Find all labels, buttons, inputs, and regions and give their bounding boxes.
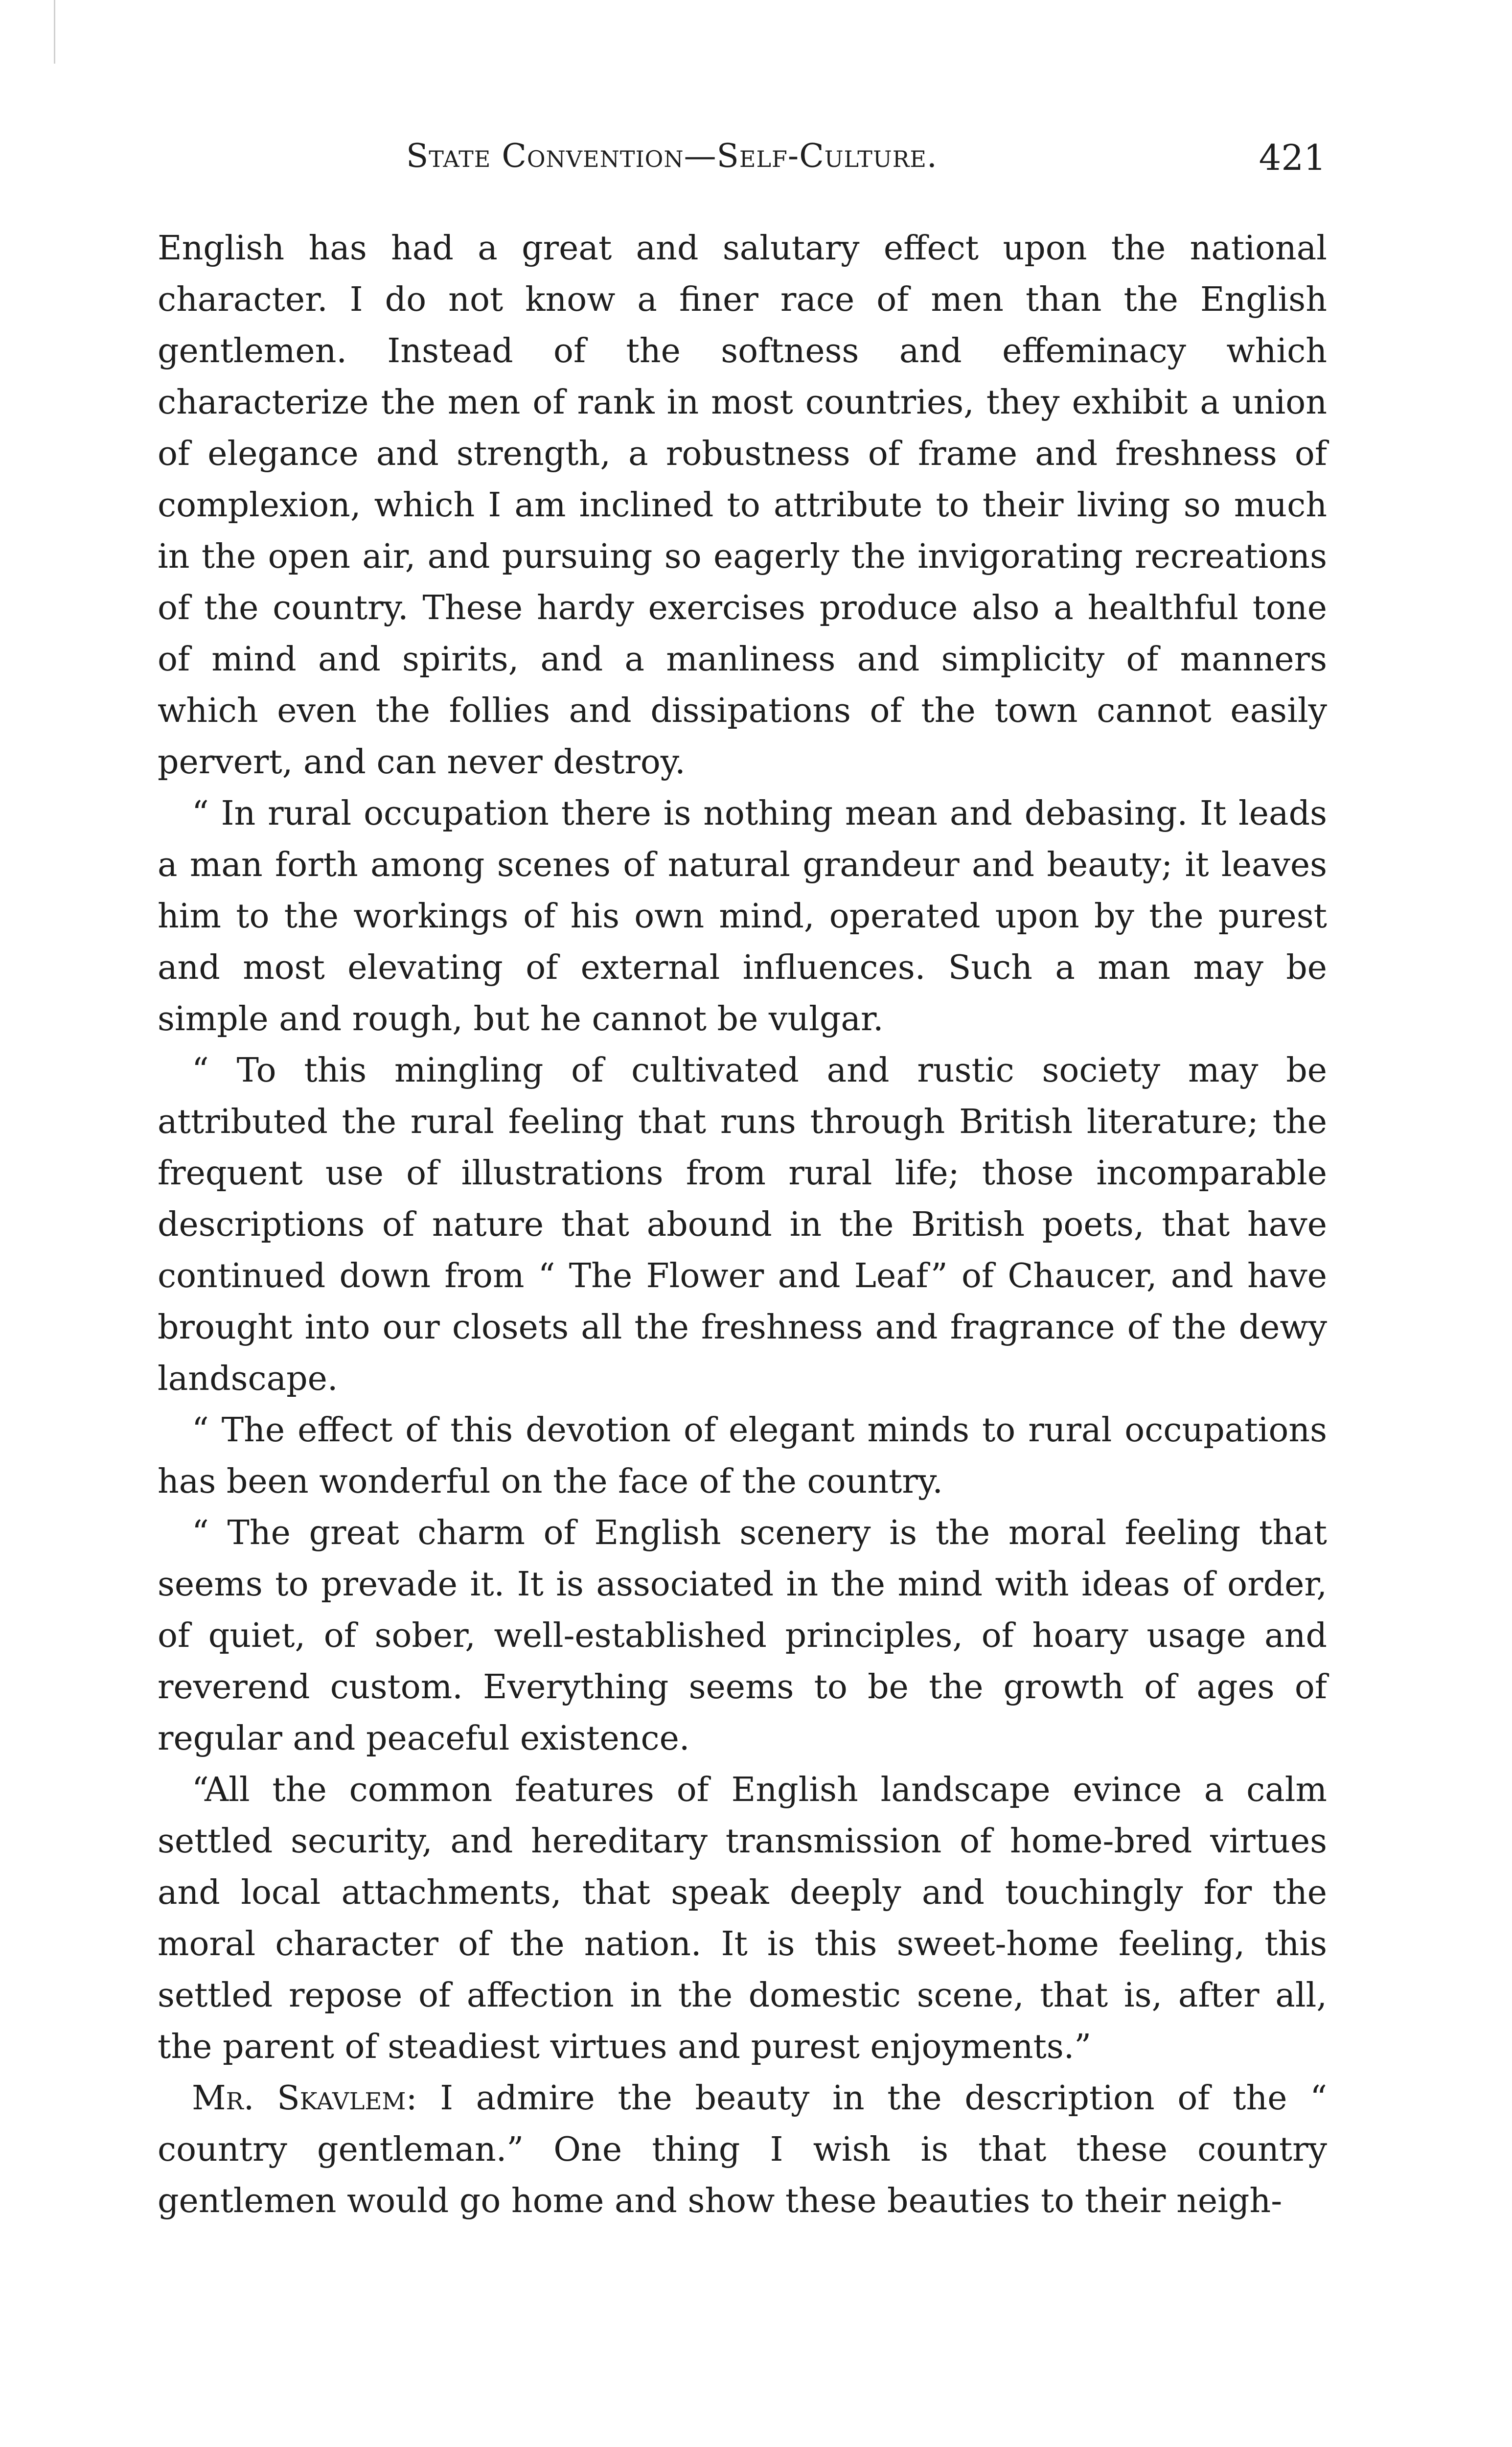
paragraph-english-scenery: “ The great charm of English scenery is the moral feeling that seems to prevade it. It is associated in the mind with ideas of order, of quiet, of sober, well-established principles, of hoary usage and reverend custom. Everything seems to be the growth of ages of regular and peaceful existence.	[158, 1514, 1327, 1758]
paragraph-devotion: “ The effect of this devotion of elegant minds to rural occupations has been wonderful on the face of the country.	[158, 1411, 1327, 1501]
body-text	[158, 223, 1327, 2227]
paragraph-continued: English has had a great and salutary effect upon the national character. I do not know a finer race of men than the English gentlemen. Instead of the softness and effeminacy which characterize the men of rank in most countries, they exhibit a union of elegance and strength, a robustness of frame and freshness of complexion, which I am inclined to attribute to their living so much in the open air, and pursuing so eagerly the invigorating recreations of the country. These hardy exercises produce also a healthful tone of mind and spirits, and a manliness and simplicity of manners which even the follies and dissipations of the town cannot easily pervert, and can never destroy.	[158, 229, 1327, 782]
paragraph-landscape-features: “All the common features of English landscape evince a calm settled security, and hereditary transmission of home-bred virtues and local attachments, that speak deeply and touchingly for the moral character of the nation. It is this sweet-home feeling, this settled repose of affection in the domestic scene, that is, after all, the parent of steadiest virtues and purest enjoyments.”	[158, 1771, 1327, 2066]
scan-margin-line	[54, 0, 55, 64]
running-head	[157, 137, 1326, 191]
speaker-remark: I admire the beauty in the description of the “ country gentleman.” One thing I wish is that these country gentlemen would go home and show these beauties to their neigh-	[158, 2079, 1327, 2220]
paragraph-skavlem	[158, 2073, 1327, 2227]
speaker-name: Mr. Skavlem:	[192, 2079, 417, 2118]
running-head-title: State Convention—Self-Culture.	[406, 137, 938, 175]
page-number: 421	[1259, 137, 1326, 178]
paragraph-british-literature: “ To this mingling of cultivated and rustic society may be attributed the rural feeling that runs through British literature; the frequent use of illustrations from rural life; those incomparable descriptions of nature that abound in the British poets, that have continued down from “ The Flower and Leaf” of Chaucer, and have brought into our closets all the freshness and fragrance of the dewy landscape.	[158, 1051, 1327, 1398]
paragraph-rural-occupation: “ In rural occupation there is nothing mean and debasing. It leads a man forth among scenes of natural grandeur and beauty; it leaves him to the workings of his own mind, operated upon by the purest and most elevating of external influences. Such a man may be simple and rough, but he cannot be vulgar.	[158, 794, 1327, 1039]
